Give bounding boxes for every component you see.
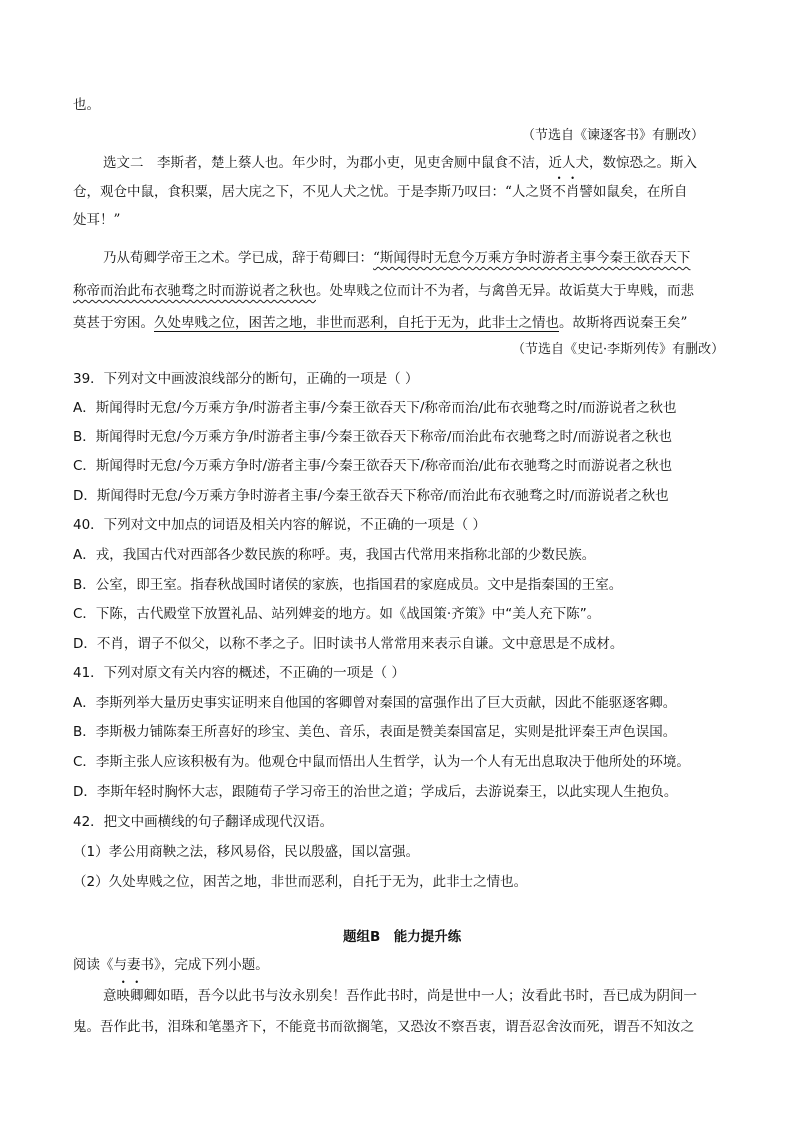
passage1-source: （节选自《谏逐客书》有删改） — [522, 128, 705, 143]
q42-stem: 42．把文中画横线的句子翻译成现代汉语。 — [73, 814, 334, 830]
q41-option-d: D．李斯年轻时胸怀大志，跟随荀子学习帝王的治世之道；学成后，去游说秦王，以此实现人生抱负。 — [73, 784, 678, 800]
q41-option-c: C．李斯主张人应该积极有为。他观仓中鼠而悟出人生哲学，认为一个人有无出息取决于他所处的环境。 — [73, 754, 690, 770]
letter-line-1: 意映卿卿如晤，吾今以此书与汝永别矣！吾作此书时，尚是世中一人；汝看此书时，吾已成为阴间一 — [103, 988, 697, 1004]
reading-intro: 阅读《与妻书》，完成下列小题。 — [73, 957, 269, 973]
passage2-line-3: 处耳！” — [73, 212, 121, 228]
q40-option-d: D．不肖，谓子不似父，以称不孝之子。旧时读书人常常用来表示自谦。文中意思是不成材。 — [73, 636, 624, 652]
q40-option-a: A．戎，我国古代对西部各少数民族的称呼。夷，我国古代常用来指称北部的少数民族。 — [73, 547, 596, 563]
letter-line-2: 鬼。吾作此书，泪珠和笔墨齐下，不能竟书而欲搁笔，又恐汝不察吾衷，谓吾忍舍汝而死，谓吾不知汝之 — [73, 1019, 694, 1035]
passage2-line-5: 称帝而治此布衣驰骛之时而游说者之秋也。处卑贱之位而计不为者，与禽兽无异。故诟莫大于卑贱，而悲 — [73, 283, 694, 299]
wavy-underlined-text: “斯闻得时无怠今万乘方争时游者主事今秦王欲吞天下 — [373, 250, 691, 266]
dotted-char: 映 — [116, 988, 130, 1004]
passage1-tail: 也。 — [73, 97, 100, 113]
q40-option-c: C．下陈，古代殿堂下放置礼品、站列婢妾的地方。如《战国策·齐策》中“美人充下陈”。 — [73, 606, 601, 622]
q39-option-c: C．斯闻得时无怠/今万乘方争时/游者主事/今秦王欲吞天下/称帝而治/此布衣驰骛之时而游说者之秋也 — [73, 458, 673, 474]
q41-option-b: B．李斯极力铺陈秦王所喜好的珍宝、美色、音乐，表面是赞美秦国富足，实则是批评秦王声色误国。 — [73, 724, 677, 740]
dotted-char: 不 — [552, 184, 566, 200]
passage2-line-4: 乃从荀卿学帝王之术。学已成，辞于荀卿曰：“斯闻得时无怠今万乘方争时游者主事今秦王欲吞天下 — [103, 250, 691, 266]
q39-stem: 39．下列对文中画波浪线部分的断句，正确的一项是（ ） — [73, 371, 419, 387]
q40-stem: 40．下列对文中加点的词语及相关内容的解说，不正确的一项是（ ） — [73, 517, 486, 533]
q39-option-b: B．斯闻得时无怠/今万乘方争/时游者主事/今秦王欲吞天下称帝/而治此布衣驰骛之时/而游说者之秋也 — [73, 429, 673, 445]
passage2-line-6: 莫甚于穷困。久处卑贱之位，困苦之地，非世而恶利，自托于无为，此非士之情也。故斯将西说秦王矣” — [73, 315, 688, 331]
q41-stem: 41．下列对原文有关内容的概述，不正确的一项是（ ） — [73, 665, 405, 681]
dotted-char: 肖 — [565, 184, 580, 200]
passage2-source: （节选自《史记·李斯列传》有删改） — [512, 342, 725, 357]
q42-item-1: （1）孝公用商鞅之法，移风易俗，民以殷盛，国以富强。 — [73, 844, 420, 860]
passage2-line-2: 仓，观仓中鼠，食积粟，居大庑之下，不见人犬之忧。于是李斯乃叹曰：“人之贤不肖譬如鼠矣，在所自 — [73, 184, 688, 200]
dotted-char: 卿 — [130, 988, 144, 1004]
q39-option-d: D．斯闻得时无怠/今万乘方争时游者主事/今秦王欲吞天下称帝/而治此布衣驰骛之时/而游说者之秋也 — [73, 488, 669, 504]
passage2-line-1: 选文二 李斯者，楚上蔡人也。年少时，为郡小吏，见吏舍厕中鼠食不洁，近人犬，数惊恐之。斯入 — [103, 155, 697, 171]
q42-item-2: （2）久处卑贱之位，困苦之地，非世而恶利，自托于无为，此非士之情也。 — [73, 874, 528, 890]
wavy-underlined-text: 称帝而治此布衣驰骛之时而游说者之秋也 — [73, 283, 316, 299]
underlined-text: 久处卑贱之位，困苦之地，非世而恶利，自托于无为，此非士之情也 — [154, 315, 559, 331]
q39-option-a: A．斯闻得时无怠/今万乘方争/时游者主事/今秦王欲吞天下/称帝而治/此布衣驰骛之时/而游说者之秋也 — [73, 400, 677, 416]
q40-option-b: B．公室，即王室。指春秋战国时诸侯的家族，也指国君的家庭成员。文中是指秦国的王室。 — [73, 577, 623, 593]
section-heading: 题组B 能力提升练 — [343, 929, 462, 945]
q41-option-a: A．李斯列举大量历史事实证明来自他国的客卿曾对秦国的富强作出了巨大贡献，因此不能驱逐客卿。 — [73, 695, 677, 711]
